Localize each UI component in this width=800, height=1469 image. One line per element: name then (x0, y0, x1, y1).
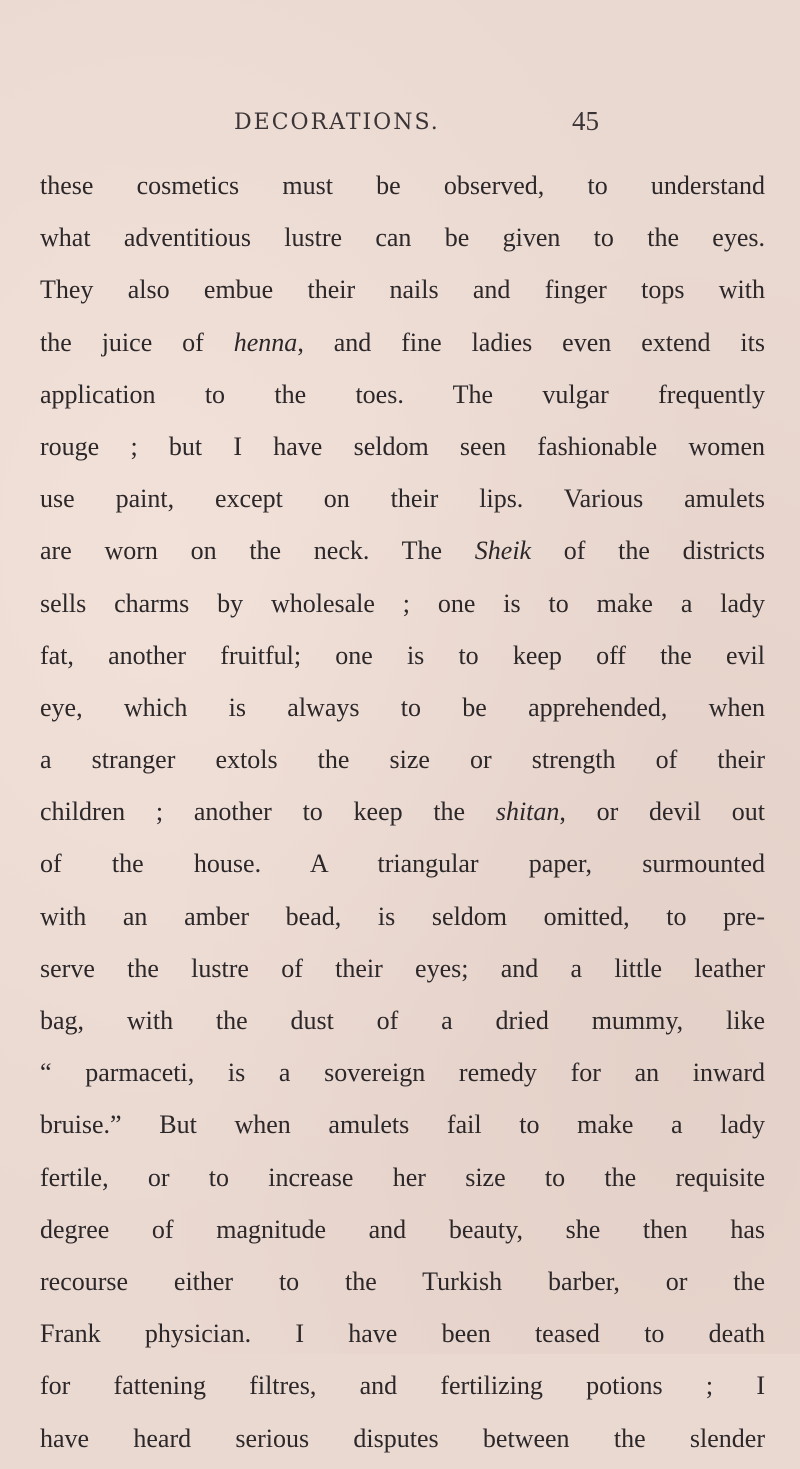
text-line: degree of magnitude and beauty, she then has (40, 1214, 765, 1244)
text-line: recourse either to the Turkish barber, or the (40, 1266, 765, 1296)
text-line: Frank physician. I have been teased to death (40, 1319, 765, 1349)
text-line: eye, which is always to be apprehended, when (40, 692, 765, 722)
text-line: rouge ; but I have seldom seen fashionable women (40, 431, 765, 461)
text-line: sells charms by wholesale ; one is to make a lady (40, 588, 765, 618)
text-line: a stranger extols the size or strength of their (40, 745, 765, 775)
text-line: are worn on the neck. The Sheik of the districts (40, 536, 765, 566)
body-text (40, 164, 765, 1469)
text-line: bruise.” But when amulets fail to make a lady (40, 1110, 765, 1140)
text-line: what adventitious lustre can be given to the eyes. (40, 223, 765, 253)
text-line: They also embue their nails and finger tops with (40, 275, 765, 305)
running-title: DECORATIONS. (234, 110, 440, 135)
text-line: children ; another to keep the shitan, or devil out (40, 797, 765, 827)
text-line: the juice of henna, and fine ladies even extend its (40, 327, 765, 357)
text-line: for fattening filtres, and fertilizing potions ; I (40, 1371, 765, 1401)
text-line: fat, another fruitful; one is to keep off the evil (40, 640, 765, 670)
text-line: application to the toes. The vulgar frequently (40, 379, 765, 409)
text-line: fertile, or to increase her size to the requisite (40, 1162, 765, 1192)
text-line: bag, with the dust of a dried mummy, like (40, 1006, 765, 1035)
text-line: “ parmaceti, is a sovereign remedy for an inward (40, 1058, 765, 1088)
text-line: with an amber bead, is seldom omitted, to pre- (40, 901, 765, 931)
text-line: of the house. A triangular paper, surmounted (40, 849, 765, 879)
text-line: these cosmetics must be observed, to understand (40, 171, 765, 200)
page-number: 45 (572, 106, 599, 136)
text-line: use paint, except on their lips. Various amulets (40, 484, 765, 514)
text-line: have heard serious disputes between the slender (40, 1423, 765, 1453)
text-line: serve the lustre of their eyes; and a little leather (40, 953, 765, 983)
page-header (0, 106, 800, 142)
